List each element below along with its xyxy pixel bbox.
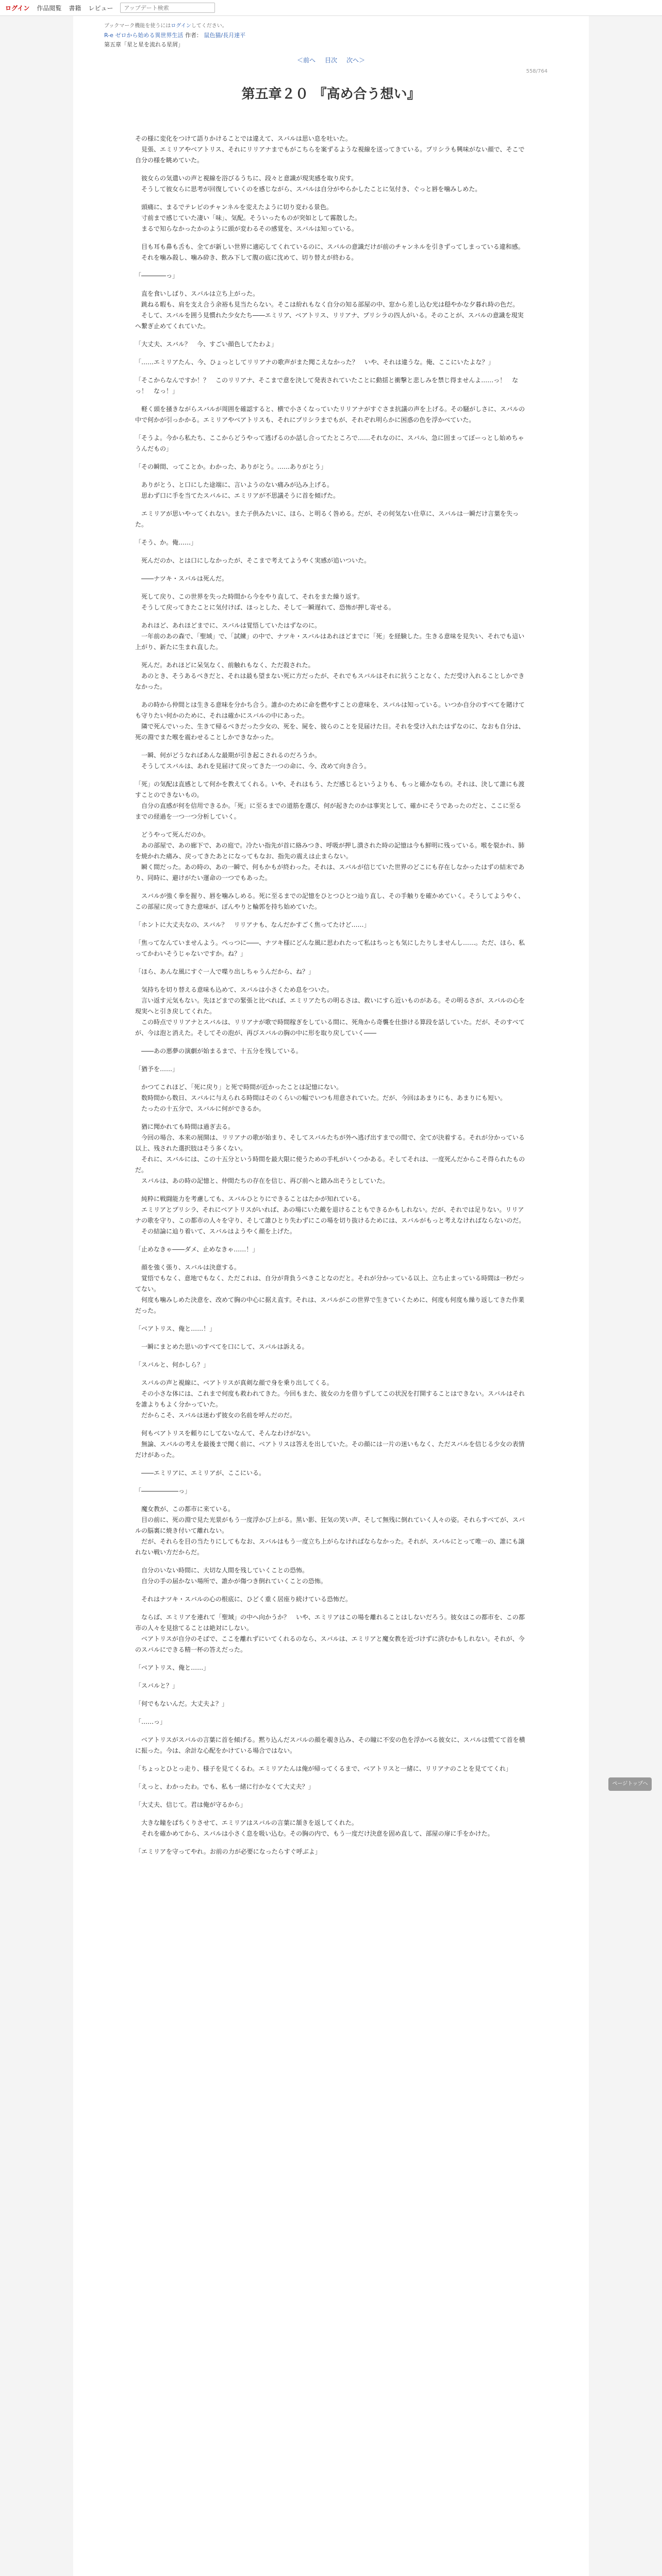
paragraph: スバルが強く拳を握り、唇を噛みしめる。死に至るまでの記憶をひとつひとつ辿り直し、その手触りを確かめていく。そうしてようやく、この部屋に戻ってきた意味が、ぼんやりと輪郭を持ち始めていた。: [135, 892, 525, 910]
paragraph: 魔女教が、この都市に来ている。 目の前に、死の淵で見た光景がもう一度浮かび上がる。黒い影、狂気の笑い声、そして無残に倒れていく人々の姿。それらすべてが、スバルの脳裏に焼き付いて離れない。 だが、それらを目の当たりにしてもなお、スバルはもう一度立ち上がらなければならなかった。それが、スバルにとって唯一の、誰にも譲れない戦い方だからだ。: [135, 1505, 525, 1556]
paragraph: 猶に聞かれても時間は過ぎ去る。 今回の場合、本来の展開は、リリアナの歌が始まり、そしてスバルたちが外へ逃げ出すまでの間で、全てが決着する。それが分かっている以上、残された選択肢はそう多くない。 それに、スバルには、この十五分という時間を最大限に使うための手札がいくつかある。そしてそれは、一度死んだからこそ得られたものだ。 スバルは、あの時の記憶と、仲間たちの存在を信じ、再び前へと踏み出そうとしていた。: [135, 1123, 525, 1184]
paragraph: あの時から仲間とは生きる意味を分かち合う。誰かのために命を燃やすことの意味を、スバルは知っている。いつか自分のすべてを賭けても守りたい何かのために、それは確かにスバルの中にあった。 隣で死んでいった、生きて帰るべきだった少女の、死を、屍を、彼らのことを見届けた日。それを受け入れたはずなのに、なおも自分は、死の淵でまた喉を震わせることしかできなかった。: [135, 701, 525, 741]
paragraph: 彼女らの気遣いの声と視線を浴びるうちに、段々と意識が現実感を取り戻す。 そうして彼女らに思考が回復していくのを感じながら、スバルは自分がやらかしたことに気付き、ぐっと唇を噛みしめた。: [141, 175, 482, 193]
paragraph: 死んだ。あれほどに呆気なく、前触れもなく、ただ殺された。 あのとき、そうあるべきだと、それは最も望まない死に方だったが、それでもスバルはそれに抗うことなく、ただ受け入れることしかできなかった。: [135, 662, 525, 690]
paragraph: 顔を強く張り、スバルは決意する。 覚悟でもなく、意地でもなく、ただこれは、自分が背負うべきことなのだと。それが分かっている以上、立ち止まっている時間は一秒だってない。 何度も噛みしめた決意を、改めて胸の中心に据え直す。それは、スバルがこの世界で生きていくために、何度も何度も繰り返してきた作業だった。: [135, 1264, 525, 1314]
paragraph: 頭痛に、まるでテレビのチャンネルを変えたように切り変わる景色。 寸前まで感じていた凄い「味」、気配。そういったものが突如として霧散した。 まるで知らなかったかのように頭が変わるその感覚を、スバルは知っている。: [141, 204, 361, 232]
paragraph: その様に変化をつけて語りかけることでは違えて、スバルは思い息を吐いた。 見張、エミリアやベアトリス、それにリリアナまでもがこちらを案ずるような視線を送ってきている。プリシラも興味がない顔で、そこで自分の様を眺めていた。: [135, 135, 525, 164]
index-link[interactable]: 目次: [324, 57, 337, 64]
paragraph: ならば、エミリアを連れて「聖域」の中へ向かうか？ いや、エミリアはこの場を離れることはしないだろう。彼女はこの都市を、この都市の人々を見捨てることは絶対にしない。 ベアトリスが自分のそばで、ここを離れずにいてくれるのなら、スバルは、エミリアと魔女教を近づけずに済むかもしれない。それが、今のスバルにできる精一杯の答えだった。: [135, 1614, 525, 1653]
paragraph: エミリアが思いやってくれない。また子供みたいに、ほら、と明るく咎める。だが、その何気ない仕草に、スバルは一瞬だけ言葉を失った。: [135, 510, 519, 528]
series-line: [104, 31, 527, 39]
paragraph: 何もベアトリスを頼りにしてないなんて、そんなわけがない。 無論、スバルの考えを最後まで聞く前に、ベアトリスは答えを出していた。その顔には一片の迷いもなく、ただスバルを信じる少女の表情だけがあった。: [135, 1430, 525, 1459]
paragraph: 「……っ」: [135, 1718, 167, 1725]
paragraph: 「焦ってなんていませんよう。ぺっつに――、ナツキ様にどんな風に思われたって私はちっとも気にしたりしませんし……。ただ、ほら、私ってかわいそうじゃないですか。ね？」: [135, 939, 525, 957]
paragraph: それはナツキ・スバルの心の根底に、ひどく重く居座り続けている恐怖だ。: [135, 1596, 352, 1603]
nav-link-books[interactable]: 書籍: [69, 4, 81, 12]
author-name[interactable]: 鼠色猫/長月達平: [204, 32, 246, 39]
paragraph: 「大丈夫、信じて。君は俺が守るから」: [135, 1801, 246, 1808]
pager: [135, 56, 527, 64]
bookmark-note: [104, 21, 527, 29]
paragraph: 大きな瞳をぱちくりさせて、エミリアはスバルの言葉に頷きを返してくれた。 それを確かめてから、スバルは小さく息を吸い込む。その胸の内で、もう一度だけ決意を固め直して、部屋の扉に手をかけた。: [141, 1819, 494, 1837]
paragraph: 気持ちを切り替える意味も込めて、スバルは小さくため息をついた。 言い返す元気もない。先ほどまでの緊張と比べれば、エミリアたちの明るさは、救いにすら近いものがある。その明るさが、スバルの心を現実へと引き戻してくれた。 この時点でリリアナとスバルは、リリアナが歌で時間稼ぎをしている間に、死角から奇襲を仕掛ける算段を話していた。だが、そのすべてが、今は泡と消えた。そしてその泡が、再びスバルの胸の中に形を取り戻していく――: [135, 986, 525, 1037]
paragraph: ――エミリアに、エミリアが、ここにいる。: [135, 1469, 266, 1477]
author-label: 作者：: [185, 32, 202, 39]
series-title[interactable]: R-e ゼロから始める異世界生活: [104, 32, 184, 39]
novel-body: [135, 133, 527, 1857]
bookmark-note-text: ブックマーク機能を使うには: [104, 23, 171, 29]
episode-number: 558/764: [526, 69, 548, 74]
paragraph: 一瞬、何がどうなればあんな最期が引き起こされるのだろうか。 そうしてスバルは、あれを見届けて戻ってきた一つの命に、今、改めて向き合う。: [141, 752, 371, 770]
paragraph: 「その瞬間、ってことか。わかった、ありがとう。……ありがとう」: [135, 463, 327, 470]
paragraph: 死んだのか、とは口にしなかったが、そこまで考えてようやく実感が追いついた。: [135, 557, 371, 564]
bookmark-login-link[interactable]: ログイン: [171, 23, 191, 29]
paragraph: 「えっと、わかったわ。でも、私も一緒に行かなくて大丈夫？」: [135, 1783, 315, 1790]
top-bar: [0, 0, 662, 16]
paragraph: 純粋に戦闘能力を考慮しても、スバルひとりにできることはたかが知れている。 エミリアとプリシラ、それにベアトリスがいれば、あの場にいた敵を退けることもできるかもしれない。だが、それでは足りない。リリアナの歌を守り、この都市の人々を守り、そして誰ひとり失わずにこの場を切り抜けるためには、スバルがもっと考えなければならないのだ。 その結論に辿り着いて、スバルはようやく顔を上げた。: [135, 1195, 525, 1235]
paragraph: 「そうよ。今から私たち、ここからどうやって逃げるのか話し合ってたところで……それなのに、スバル、急に固まってぼーっとし始めちゃうんだもの」: [135, 434, 524, 452]
search-input[interactable]: [120, 3, 215, 13]
paragraph: 自分のいない時間に、大切な人間を残していくことの恐怖。 自分の手の届かない場所で、誰かが傷つき倒れていくことの恐怖。: [141, 1567, 327, 1585]
episode-title: 第五章２０ 『高め合う想い』: [241, 87, 421, 102]
paragraph: かつてこれほど、「死に戻り」と死で時間が近かったことは記憶にない。 数時間から数日、スバルに与えられる時間はそのくらいの幅でいつも用意されていた。だが、今回はあまりにも、あまりにも短い。 たったの十五分で、スバルに何ができるか。: [141, 1083, 507, 1112]
paragraph: 「ベアトリス、俺と……」: [135, 1664, 210, 1671]
paragraph: ありがとう、と口にした途端に、言いようのない痛みが込み上げる。 思わず口に手を当てたスバルに、エミリアが不思議そうに首を傾げた。: [141, 481, 340, 499]
paragraph: ――ナツキ・スバルは死んだ。: [135, 575, 228, 582]
paragraph: 「――――っ」: [135, 272, 179, 279]
login-link[interactable]: ログイン: [5, 4, 30, 12]
nav-link-works[interactable]: 作品閲覧: [37, 4, 62, 12]
paragraph: 死して戻り、この世界を失った時間から今をやり直して、それをまた繰り返す。 そうして戻ってきたことに気付けば、ほっとした、そして一瞬遅れて、恐怖が押し寄せる。: [141, 593, 395, 611]
paragraph: どうやって死んだのか。 あの部屋で、あの廊下で、あの庭で。冷たい指先が首に絡みつき、呼吸が押し潰された時の記憶は今も鮮明に残っている。喉を裂かれ、肺を焼かれた痛み、戻ってきたあとになってもなお、指先の震えは止まらない。 瞬く間だった。あの時の、あの一瞬で、何もかもが終わった。それは、スバルが信じていた世界のどこにも存在しなかったはずの結末であり、同時に、避けがたい運命の一つでもあった。: [135, 831, 525, 882]
paragraph: ――あの悪夢の演劇が始まるまで、十五分を残している。: [135, 1047, 302, 1055]
paragraph: 「猶予を……」: [135, 1065, 179, 1073]
paragraph: 「止めなきゃ――ダメ、止めなきゃ……！」: [135, 1246, 259, 1253]
nav-link-reviews[interactable]: レビュー: [88, 4, 113, 12]
paragraph: 「ベアトリス、俺と……！」: [135, 1325, 216, 1332]
bookmark-note-end: してください。: [191, 23, 227, 29]
novel-page: [73, 16, 589, 2576]
paragraph: あれほど、あれほどまでに、スバルは覚悟していたはずなのに。 一年前のあの森で、「聖域」で、「試練」の中で、ナツキ・スバルはあれほどまでに「死」を経験した。生きる意味を見失い、それでも這い上がり、新たに生まれ直した。: [135, 622, 525, 651]
paragraph: 「大丈夫、スバル？ 今、すごい顔色してたわよ」: [135, 341, 278, 348]
paragraph: 一瞬にまとめた思いのすべてを口にして、スバルは訴える。: [135, 1343, 308, 1350]
paragraph: 「スバルと、何かしら？」: [135, 1361, 210, 1368]
paragraph: 「エミリアを守ってやれ。お前の力が必要になったらすぐ呼ぶよ」: [135, 1848, 321, 1855]
paragraph: ベアトリスがスバルの言葉に首を傾げる。黙り込んだスバルの顔を覗き込み、その瞳に不安の色を浮かべる彼女に、スバルは慌てて首を横に振った。今は、余計な心配をかけている場合ではない。: [135, 1736, 525, 1754]
paragraph: 「ちょっとひとっ走り、様子を見てくるわ。エミリアたんは俺が帰ってくるまで、ベアトリスと一緒に、リリアナのことを見ててくれ」: [135, 1765, 512, 1772]
paragraph: 「そう、か。俺……」: [135, 539, 197, 546]
paragraph: 「ホントに大丈夫なの、スバル？ リリアナも、なんだかすごく焦ってたけど……」: [135, 921, 370, 928]
next-link[interactable]: 次へ＞: [346, 57, 366, 64]
paragraph: 軽く頭を掻きながらスバルが周囲を確認すると、横で小さくなっていたリリアナがすぐさま抗議の声を上げる。その騒がしさに、スバルの中で何かが引っかかる。エミリアやベアトリスも、それにプリシラまでもが、それぞれ明らかに困惑の色を浮かべていた。: [135, 405, 525, 423]
paragraph: スバルの声と視線に、ベアトリスが真剣な顔で身を乗り出してくる。 その小さな体には、これまで何度も救われてきた。今回もまた、彼女の力を借りずしてこの状況を打開することはできない。スバルはそれを誰よりもよく分かっていた。 だからこそ、スバルは迷わず彼女の名前を呼んだのだ。: [135, 1379, 525, 1419]
paragraph: 「ほら、あんな風にすぐ一人で喋り出しちゃうんだから、ね？」: [135, 968, 315, 975]
prev-link[interactable]: ＜前へ: [296, 57, 316, 64]
paragraph: 直を食いしばり、スバルは立ち上がった。 跳ねる暇も、肩を支え合う余裕も見当たらない。そこは紛れもなく自分の知る部屋の中、窓から差し込む光は穏やかな夕暮れ時の色だ。 そして、スバルを囲う見慣れた少女たち――エミリア、ベアトリス、リリアナ、プリシラの四人がいる。そのことが、スバルの意識を現実へ繋ぎ止めてくれていた。: [135, 290, 524, 330]
paragraph: 「そこからなんですか！？ このリリアナ、そこまで意を決して発表されていたことに動揺と衝撃と悲しみを禁じ得ませんよ……っ！ なっ！ なっ！」: [135, 377, 519, 395]
page-top-button[interactable]: ページトップへ: [608, 1777, 652, 1791]
paragraph: 目も耳も鼻も舌も、全てが新しい世界に適応してくれているのに、スバルの意識だけが前のチャンネルを引きずってしまっている違和感。 それを噛み殺し、噛み砕き、飲み下して腹の底に沈めて、切り替えが終わる。: [141, 243, 524, 261]
chapter-name: 第五章「星と星を流れる星屑」: [104, 41, 184, 48]
paragraph: 「スバルと？」: [135, 1682, 179, 1689]
paragraph: 「死」の気配は直感として何かを教えてくれる。いや、それはもう、ただ感じるというよりも、もっと確かなもの。それは、決して誰にも渡すことのできないもの。 自分の直感が何を信用できるか。「死」に至るまでの道筋を選び、何が起きたのかは事実として、確かにそうであったのだと、ここに至るまでの経過を一つ一つ分析していく。: [135, 781, 525, 820]
paragraph: 「……エミリアたん、今、ひょっとしてリリアナの歌声がまた聞こえなかった？ いや、それは違うな。俺、ここにいたよな？」: [135, 359, 494, 366]
paragraph: 「何でもないんだ。大丈夫よ？」: [135, 1700, 228, 1707]
paragraph: 「――――――っ」: [135, 1487, 191, 1495]
